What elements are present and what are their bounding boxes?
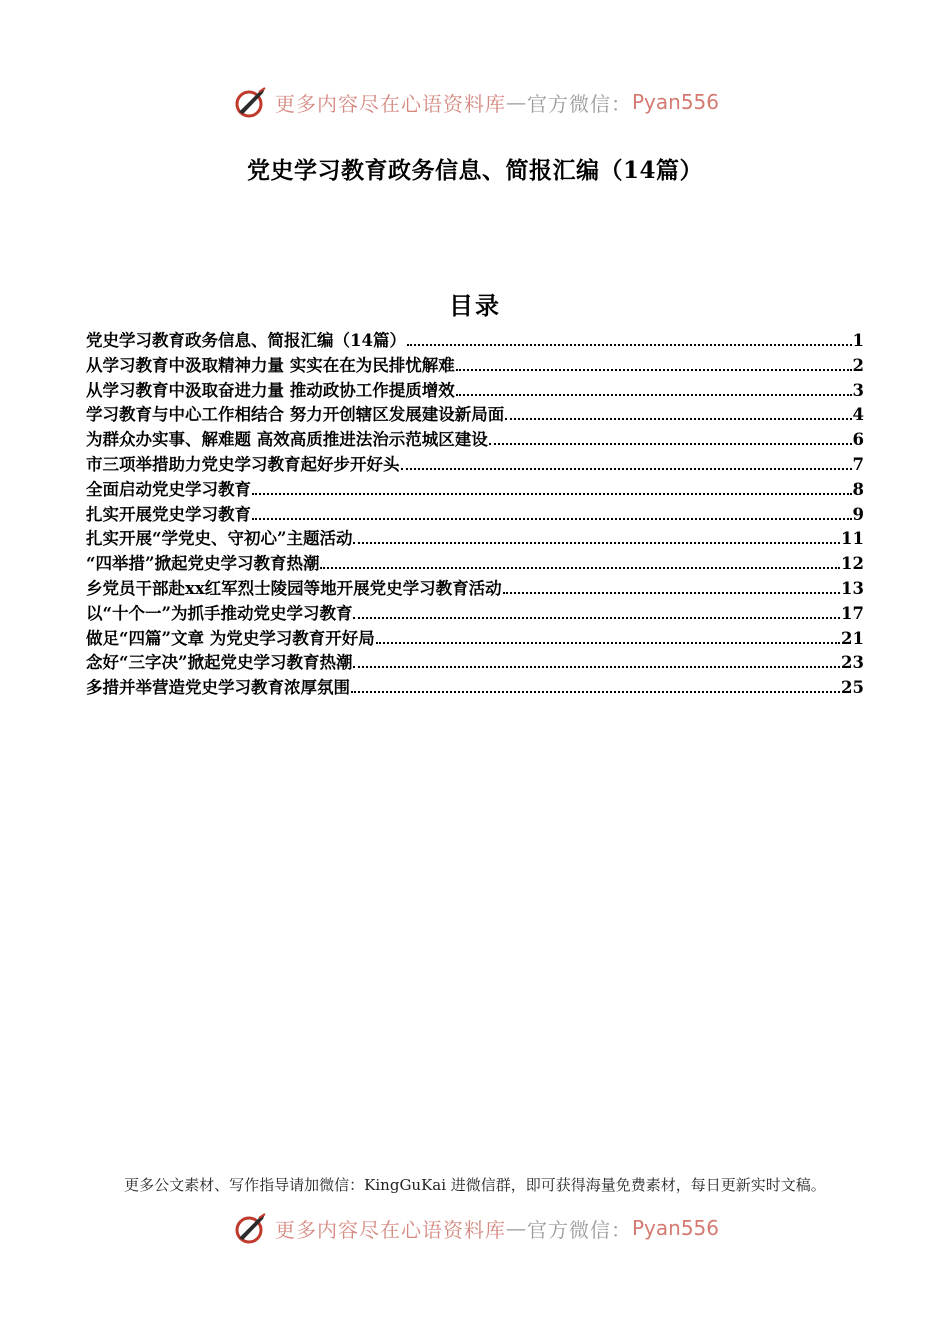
toc-entry[interactable] bbox=[86, 426, 864, 451]
toc-entry[interactable] bbox=[86, 501, 864, 526]
toc-entry-page: 17 bbox=[841, 603, 864, 623]
toc-entry-title: 市三项举措助力党史学习教育起好步开好头 bbox=[86, 454, 400, 474]
toc-dot-leader bbox=[456, 368, 852, 371]
toc-dot-leader bbox=[376, 641, 840, 644]
toc-dot-leader bbox=[505, 417, 851, 420]
toc-entry-page: 13 bbox=[841, 578, 864, 598]
toc-entry[interactable] bbox=[86, 575, 864, 600]
toc-dot-leader bbox=[252, 492, 852, 495]
toc-entry[interactable] bbox=[86, 401, 864, 426]
toc-entry-title: 全面启动党史学习教育 bbox=[86, 479, 251, 499]
toc-dot-leader bbox=[489, 442, 852, 445]
banner-slogan: 更多内容尽在心语资料库 bbox=[274, 91, 506, 116]
toc-entry-title: 从学习教育中汲取奋进力量 推动政协工作提质增效 bbox=[86, 380, 455, 400]
toc-entry-page: 6 bbox=[852, 430, 864, 450]
toc-entry[interactable] bbox=[86, 476, 864, 501]
header-banner bbox=[0, 82, 950, 122]
banner-content bbox=[231, 84, 719, 120]
toc-dot-leader bbox=[320, 566, 840, 569]
toc-entry[interactable] bbox=[86, 649, 864, 674]
toc-entry-page: 4 bbox=[852, 405, 864, 425]
toc-entry-title: 念好“三字决”掀起党史学习教育热潮 bbox=[86, 653, 353, 673]
toc-entry[interactable] bbox=[86, 451, 864, 476]
banner-separator: — bbox=[505, 90, 527, 114]
quill-logo-icon bbox=[231, 1210, 271, 1246]
toc-entry[interactable] bbox=[86, 327, 864, 352]
toc-entry-page: 23 bbox=[841, 653, 864, 673]
toc-dot-leader bbox=[407, 343, 852, 346]
toc-entry-page: 2 bbox=[852, 355, 864, 375]
toc-dot-leader bbox=[353, 616, 840, 619]
toc-entry[interactable] bbox=[86, 377, 864, 402]
toc-entry-page: 7 bbox=[852, 454, 864, 474]
toc-entry-title: “四举措”掀起党史学习教育热潮 bbox=[86, 554, 320, 574]
toc-entry-title: 乡党员干部赴xx红军烈士陵园等地开展党史学习教育活动 bbox=[86, 578, 502, 598]
banner-label: 官方微信： bbox=[526, 1217, 632, 1242]
toc-entry-page: 8 bbox=[852, 479, 864, 499]
toc-entry[interactable] bbox=[86, 525, 864, 550]
toc-entry-title: 做足“四篇”文章 为党史学习教育开好局 bbox=[86, 628, 375, 648]
toc-entry-title: 多措并举营造党史学习教育浓厚氛围 bbox=[86, 678, 350, 698]
banner-label: 官方微信： bbox=[526, 91, 632, 116]
toc-dot-leader bbox=[353, 665, 840, 668]
document-title: 党史学习教育政务信息、简报汇编（14篇） bbox=[246, 157, 703, 184]
toc-entry-title: 扎实开展“学党史、守初心”主题活动 bbox=[86, 529, 353, 549]
banner-wechat-id: Pyan556 bbox=[631, 90, 719, 114]
toc-dot-leader bbox=[252, 517, 852, 520]
toc-entry[interactable] bbox=[86, 352, 864, 377]
toc-entry-page: 9 bbox=[852, 504, 864, 524]
toc-dot-leader bbox=[456, 393, 852, 396]
toc-entry-title: 为群众办实事、解难题 高效高质推进法治示范城区建设 bbox=[86, 430, 488, 450]
toc-entry[interactable] bbox=[86, 600, 864, 625]
toc-dot-leader bbox=[401, 467, 852, 470]
toc-entry[interactable] bbox=[86, 625, 864, 650]
toc-entry-page: 21 bbox=[841, 628, 864, 648]
toc-entry-page: 1 bbox=[852, 331, 864, 350]
toc-entry-title: 扎实开展党史学习教育 bbox=[86, 504, 251, 524]
toc-entry-title: 党史学习教育政务信息、简报汇编（14篇） bbox=[86, 331, 406, 350]
toc-entry[interactable] bbox=[86, 674, 864, 699]
banner-content bbox=[231, 1210, 719, 1246]
toc-entry-page: 11 bbox=[841, 529, 864, 549]
banner-separator: — bbox=[505, 1216, 527, 1240]
toc-heading: 目录 bbox=[449, 291, 501, 320]
footer-banner bbox=[0, 1208, 950, 1248]
toc-entry-page: 3 bbox=[852, 380, 864, 400]
toc-entry-page: 25 bbox=[841, 678, 864, 698]
footer-note: 更多公文素材、写作指导请加微信：KingGuKai 进微信群，即可获得海量免费素材，每日更新实时文稿。 bbox=[124, 1176, 826, 1194]
banner-wechat-id: Pyan556 bbox=[631, 1216, 719, 1240]
banner-slogan: 更多内容尽在心语资料库 bbox=[274, 1217, 506, 1242]
table-of-contents bbox=[86, 327, 864, 699]
toc-entry-page: 12 bbox=[841, 554, 864, 574]
toc-dot-leader bbox=[353, 541, 840, 544]
toc-entry[interactable] bbox=[86, 550, 864, 575]
toc-entry-title: 学习教育与中心工作相结合 努力开创辖区发展建设新局面 bbox=[86, 405, 505, 425]
toc-entry-title: 从学习教育中汲取精神力量 实实在在为民排忧解难 bbox=[86, 355, 455, 375]
toc-dot-leader bbox=[351, 690, 840, 693]
toc-entry-title: 以“十个一”为抓手推动党史学习教育 bbox=[86, 603, 353, 623]
quill-logo-icon bbox=[231, 84, 271, 120]
toc-dot-leader bbox=[503, 591, 840, 594]
